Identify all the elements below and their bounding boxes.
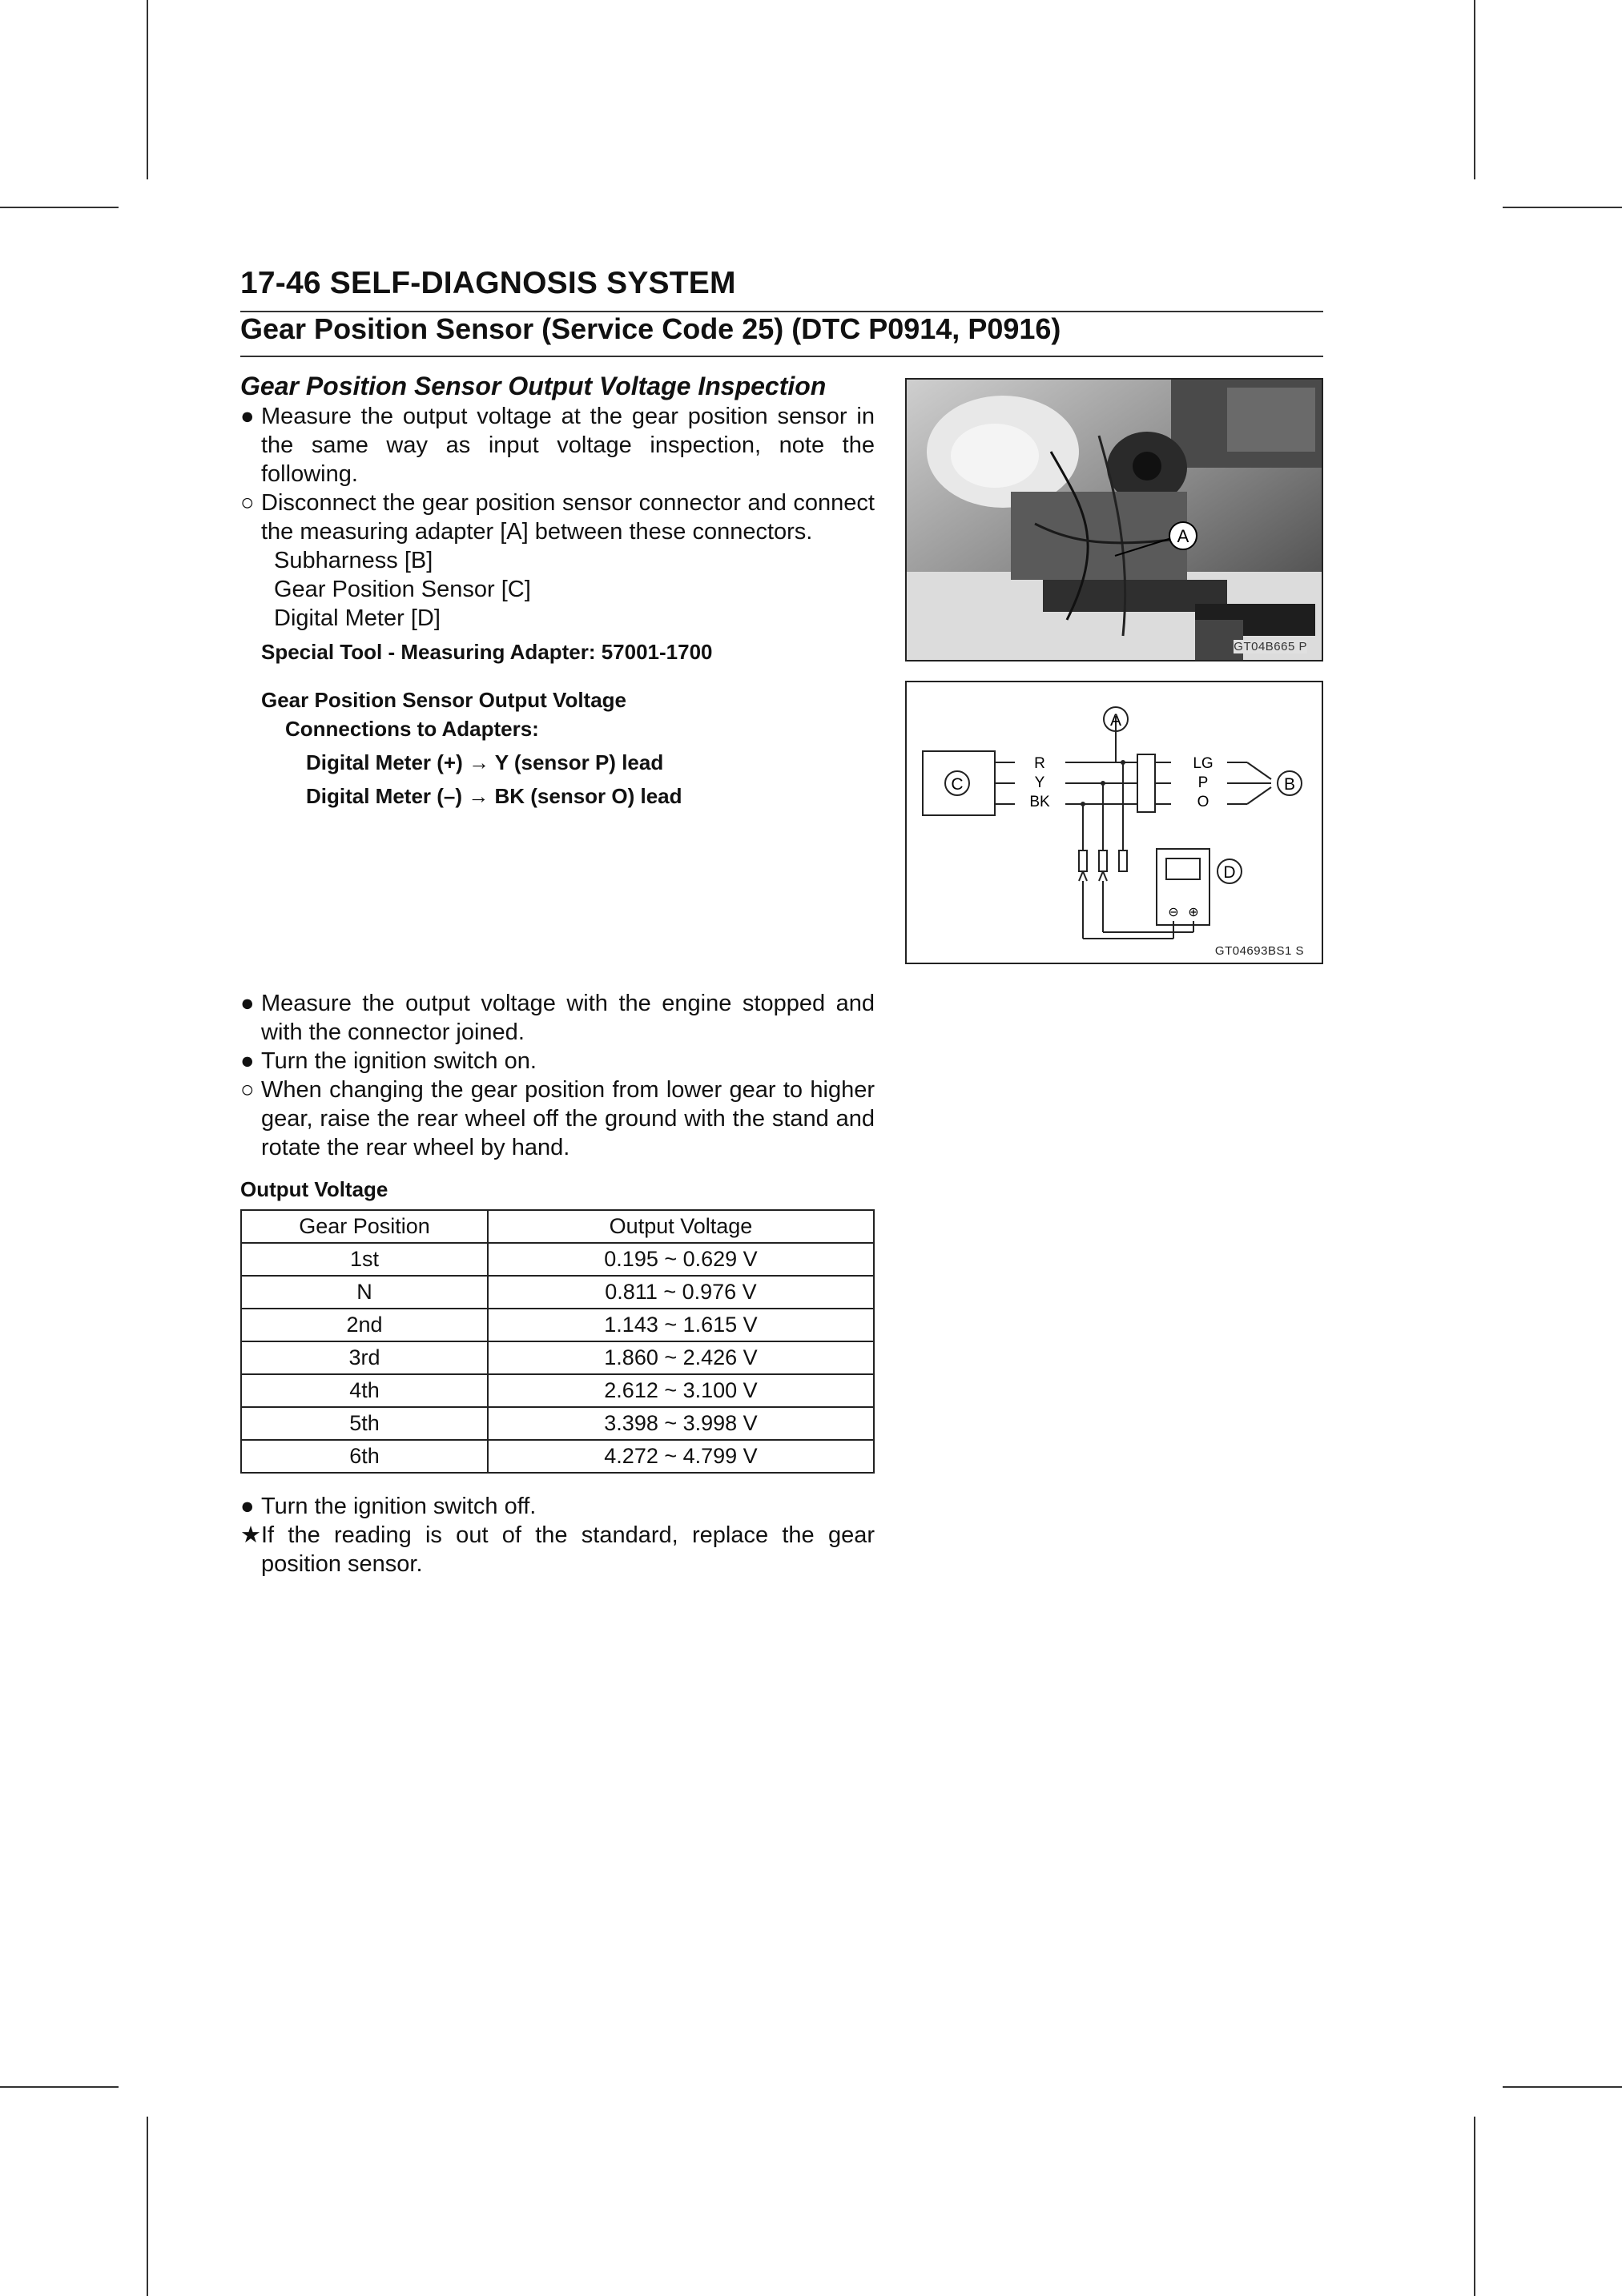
diagram-code: GT04693BS1 S (1214, 944, 1304, 958)
crop-mark (0, 2086, 119, 2088)
adapter-box (1137, 754, 1155, 812)
output-voltage-table (240, 1209, 875, 1474)
wire-bk: BK (1029, 794, 1050, 810)
step-text: Turn the ignition switch on. (261, 1048, 537, 1074)
wire-o: O (1197, 794, 1209, 810)
inspection-heading: Gear Position Sensor Output Voltage Inspection (240, 372, 827, 400)
crop-mark (1474, 2117, 1475, 2296)
meter-box (1157, 849, 1209, 925)
table-header-row (241, 1210, 874, 1243)
crop-mark (1474, 0, 1475, 179)
bullet-icon: ● (240, 1494, 255, 1519)
label-c: C (951, 775, 964, 794)
crop-mark (147, 0, 148, 179)
label-a: A (1109, 711, 1122, 730)
step-text: Turn the ignition switch off. (261, 1494, 537, 1519)
circle-bullet-icon: ○ (240, 1077, 255, 1103)
gear-cell: 4th (241, 1374, 488, 1407)
photo-code: GT04B665 P (1234, 640, 1307, 653)
engine-photo (905, 378, 1323, 661)
label-b: B (1283, 775, 1296, 794)
bullet-icon: ● (240, 404, 255, 429)
part-digital-meter: Digital Meter [D] (274, 605, 441, 631)
step-ignition-off (240, 1492, 875, 1521)
bullet-icon: ● (240, 991, 255, 1016)
gear-cell: 2nd (241, 1309, 488, 1341)
table-row (241, 1407, 874, 1440)
gear-cell: N (241, 1276, 488, 1309)
table-header: Gear Position (241, 1210, 488, 1243)
bullet-icon: ● (240, 1048, 255, 1074)
step-text: When changing the gear position from lower gear to higher gear, raise the rear wheel off the ground with the stand and rotate the rear wheel by hand. (261, 1077, 875, 1160)
crop-mark (1503, 207, 1622, 208)
photo-callout-a: A (1177, 526, 1189, 546)
wiring-diagram (905, 681, 1323, 964)
gear-cell: 1st (241, 1243, 488, 1276)
special-tool: Special Tool - Measuring Adapter: 57001-1700 (261, 640, 713, 664)
step-text: If the reading is out of the standard, replace the gear position sensor. (261, 1522, 875, 1577)
voltage-cell: 3.398 ~ 3.998 V (488, 1407, 874, 1440)
crop-mark (147, 2117, 148, 2296)
step-replace-sensor (240, 1521, 875, 1578)
gear-cell: 3rd (241, 1341, 488, 1374)
voltage-cell: 0.811 ~ 0.976 V (488, 1276, 874, 1309)
step-text: Disconnect the gear position sensor connector and connect the measuring adapter [A] between these connectors. (261, 490, 875, 545)
table-row (241, 1243, 874, 1276)
voltage-cell: 0.195 ~ 0.629 V (488, 1243, 874, 1276)
step-ignition-on (240, 1047, 875, 1076)
spec-subtitle: Connections to Adapters: (285, 717, 539, 741)
gear-cell: 6th (241, 1440, 488, 1473)
table-header: Output Voltage (488, 1210, 874, 1243)
wiring-diagram-drawing (907, 682, 1322, 963)
voltage-cell: 1.860 ~ 2.426 V (488, 1341, 874, 1374)
engine-photo-drawing (907, 380, 1322, 660)
meter-plus-icon: ⊕ (1188, 906, 1199, 919)
part-gear-sensor: Gear Position Sensor [C] (274, 577, 531, 602)
table-row (241, 1341, 874, 1374)
wire-r: R (1034, 755, 1045, 772)
crop-mark (0, 207, 119, 208)
table-row (241, 1440, 874, 1473)
star-icon: ★ (240, 1522, 261, 1548)
step-disconnect (240, 489, 875, 546)
step-text: Measure the output voltage at the gear position sensor in the same way as input voltage inspection, note the following. (261, 404, 875, 487)
section-title: Gear Position Sensor (Service Code 25) (DTC P0914, P0916) (240, 312, 1061, 345)
table-row (241, 1374, 874, 1407)
inspection-block (240, 372, 875, 810)
crop-mark (1503, 2086, 1622, 2088)
voltage-cell: 2.612 ~ 3.100 V (488, 1374, 874, 1407)
step-engine-stopped (240, 989, 875, 1047)
table-row (241, 1309, 874, 1341)
wire-y: Y (1034, 774, 1045, 791)
measure-block (240, 989, 875, 1204)
connection-positive: Digital Meter (+) → Y (sensor P) lead (306, 750, 664, 774)
wire-p: P (1197, 774, 1209, 791)
gear-cell: 5th (241, 1407, 488, 1440)
label-d: D (1223, 863, 1236, 882)
step-measure-output (240, 402, 875, 489)
table-row (241, 1276, 874, 1309)
table-title: Output Voltage (240, 1177, 388, 1201)
circle-bullet-icon: ○ (240, 490, 255, 516)
connection-negative: Digital Meter (–) → BK (sensor O) lead (306, 784, 682, 808)
part-subharness: Subharness [B] (274, 548, 433, 573)
section-rule (240, 356, 1323, 357)
step-change-gear (240, 1076, 875, 1162)
page-title: 17-46 SELF-DIAGNOSIS SYSTEM (240, 266, 736, 300)
final-block (240, 1492, 875, 1578)
step-text: Measure the output voltage with the engine stopped and with the connector joined. (261, 991, 875, 1045)
voltage-cell: 4.272 ~ 4.799 V (488, 1440, 874, 1473)
meter-minus-icon: ⊖ (1168, 906, 1179, 919)
wire-lg: LG (1193, 755, 1213, 772)
spec-title: Gear Position Sensor Output Voltage (261, 688, 627, 712)
voltage-cell: 1.143 ~ 1.615 V (488, 1309, 874, 1341)
